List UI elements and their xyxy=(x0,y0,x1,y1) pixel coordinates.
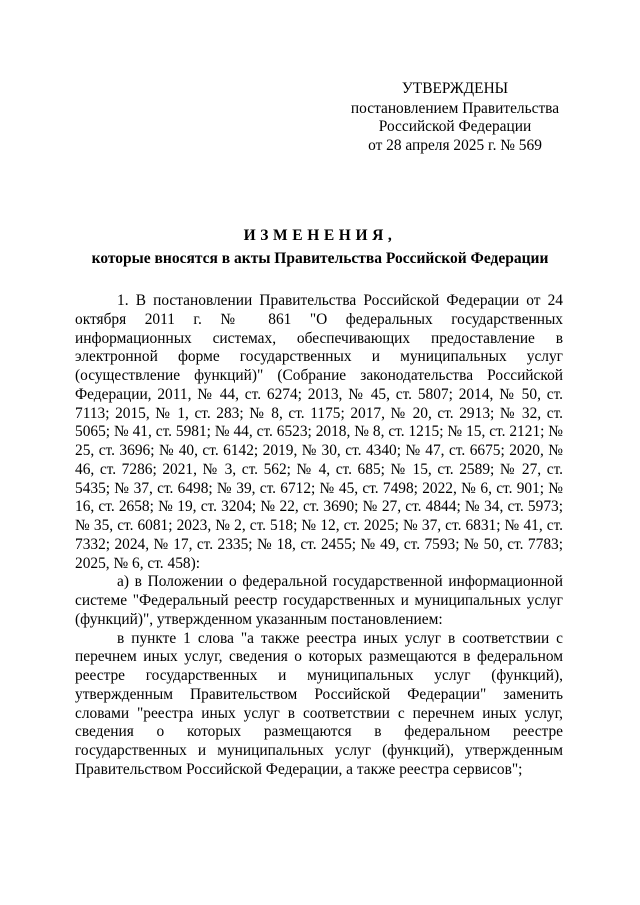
document-subtitle: которые вносятся в акты Правительства Российской Федерации xyxy=(91,250,549,267)
approval-stamp xyxy=(340,80,570,155)
paragraph-1: 1. В постановлении Правительства Российской Федерации от 24 октября 2011 г. № 861 "О федеральных государственных информационных системах, обеспечивающих предоставление в электронной форме государственных и муниципальных услуг (осуществление функций)" (Собрание законодательства Российской Федерации, 2011, № 44, ст. 6274; 2013, № 45, ст. 5807; 2014, № 50, ст. 7113; 2015, № 1, ст. 283; № 8, ст. 1175; 2017, № 20, ст. 2913; № 32, ст. 5065; № 41, ст. 5981; № 44, ст. 6523; 2018, № 8, ст. 1215; № 15, ст. 2121; № 25, ст. 3696; № 40, ст. 6142; 2019, № 30, ст. 4340; № 47, ст. 6675; 2020, № 46, ст. 7286; 2021, № 3, ст. 562; № 4, ст. 685; № 15, ст. 2589; № 27, ст. 5435; № 37, ст. 6498; № 39, ст. 6712; № 45, ст. 7498; 2022, № 6, ст. 901; № 16, ст. 2658; № 19, ст. 3204; № 22, ст. 3690; № 27, ст. 4844; № 34, ст. 5973; № 35, ст. 6081; 2023, № 2, ст. 518; № 12, ст. 2025; № 37, ст. 6831; № 41, ст. 7332; 2024, № 17, ст. 2335; № 18, ст. 2455; № 49, ст. 7593; № 50, ст. 7783; 2025, № 6, ст. 458): xyxy=(75,292,563,572)
approval-line-1: постановлением Правительства xyxy=(350,99,560,117)
approval-line-2: Российской Федерации xyxy=(378,118,532,136)
paragraph-3: в пункте 1 слова "а также реестра иных услуг в соответствии с перечнем иных услуг, сведения о которых размещаются в федеральном реестре государственных и муниципальных услуг (функций), утвержденным Правительством Российской Федерации" заменить словами "реестра иных услуг в соответствии с перечнем иных услуг, сведения о которых размещаются в федеральном реестре государственных и муниципальных услуг (функций), утвержденным Правительством Российской Федерации, а также реестра сервисов"; xyxy=(75,629,563,778)
document-title: ИЗМЕНЕНИЯ, xyxy=(243,227,397,244)
document-body xyxy=(75,292,563,780)
approval-line-3: от 28 апреля 2025 г. № 569 xyxy=(368,136,542,154)
approval-heading: УТВЕРЖДЕНЫ xyxy=(401,80,509,97)
paragraph-2: а) в Положении о федеральной государственной информационной системе "Федеральный реестр государственных и муниципальных услуг (функций)", утвержденном указанным постановлением: xyxy=(75,573,563,628)
